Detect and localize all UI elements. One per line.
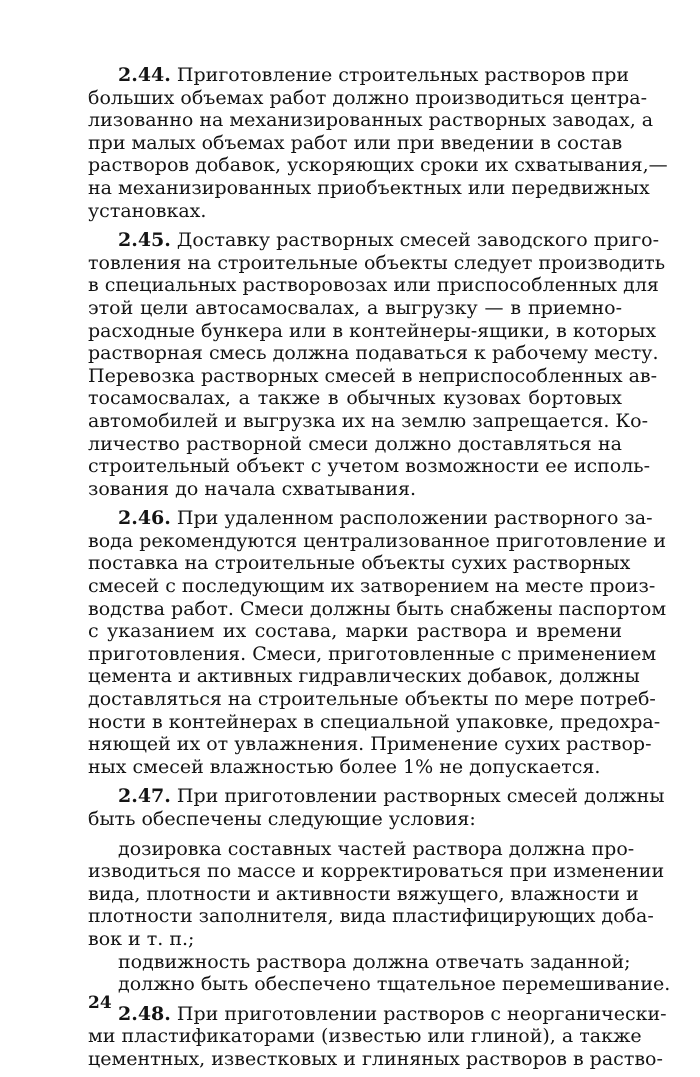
paragraph-2-47: [88, 785, 665, 830]
text-line: 2.47. При приготовлении растворных смесей должны: [118, 785, 665, 808]
text-line: автомобилей и выгрузка их на землю запрещается. Ко-: [88, 409, 648, 432]
text-line: зования до начала схватывания.: [88, 477, 417, 500]
text-line: товления на строительные объекты следует производить: [88, 251, 666, 274]
clause-number: 2.45.: [118, 229, 171, 252]
text-line: при малых объемах работ или при введении в состав: [88, 131, 623, 154]
text-line: ности в контейнерах в специальной упаковке, предохра-: [88, 710, 661, 733]
text-line: приготовления. Смеси, приготовленные с применением: [88, 642, 657, 665]
text-line: поставка на строительные объекты сухих растворных: [88, 552, 631, 575]
clause-number: 2.44.: [118, 64, 171, 86]
paragraph-2-45: [88, 229, 666, 500]
clause-number: 2.48.: [118, 1002, 171, 1025]
text-line: расходные бункера или в контейнеры-ящики, в которых: [88, 319, 657, 342]
text-line: доставляться на строительные объекты по мере потреб-: [88, 688, 656, 711]
text-line: вида, плотности и активности вяжущего, влажности и: [88, 882, 639, 905]
text-line: 2.44. Приготовление строительных растворов при: [118, 64, 630, 86]
text-line: 2.45. Доставку растворных смесей заводского приго-: [118, 229, 660, 252]
text-line: дозировка составных частей раствора должна про-: [118, 837, 635, 860]
text-line: вода рекомендуются централизованное приготовление и: [88, 529, 667, 552]
paragraph-2-48: [88, 1002, 667, 1071]
condition-mixing: [88, 973, 671, 996]
page-number: 24: [88, 993, 112, 1013]
text-line: с указанием их состава, марки раствора и времени: [88, 620, 622, 643]
text-line: этой цели автосамосвалах, а выгрузку — в приемно-: [88, 296, 622, 319]
text-line: 2.46. При удаленном расположении растворного за-: [118, 507, 653, 530]
text-line: быть обеспечены следующие условия:: [88, 808, 476, 830]
text-line: строительный объект с учетом возможности ее исполь-: [88, 455, 651, 478]
clause-number: 2.46.: [118, 507, 171, 530]
text-line: смесей с последующим их затворением на месте произ-: [88, 575, 656, 598]
body-text: [88, 64, 671, 1071]
clause-number: 2.47.: [118, 785, 171, 808]
text-line: цемента и активных гидравлических добавок, должны: [88, 665, 640, 688]
condition-dosing: [88, 837, 665, 951]
text-line: личество растворной смеси должно доставляться на: [88, 432, 622, 455]
text-line: вок и т. п.;: [88, 927, 195, 950]
text-line: тосамосвалах, а также в обычных кузовах бортовых: [88, 387, 622, 410]
text-line: в специальных растворовозах или приспособленных для: [88, 274, 659, 297]
text-line: установках.: [88, 199, 207, 222]
text-line: больших объемах работ должно производиться центра-: [88, 86, 648, 109]
text-line: на механизированных приобъектных или передвижных: [88, 176, 650, 199]
text-line: изводиться по массе и корректироваться при изменении: [88, 860, 665, 883]
text-line: плотности заполнителя, вида пластифицирующих доба-: [88, 905, 654, 928]
text-line: ми пластификаторами (известью или глиной), а также: [88, 1025, 642, 1048]
text-line: Перевозка растворных смесей в неприспособленных ав-: [88, 364, 658, 387]
paragraph-2-46: [88, 507, 667, 778]
text-line: подвижность раствора должна отвечать заданной;: [118, 950, 631, 973]
text-line: водства работ. Смеси должны быть снабжены паспортом: [88, 597, 667, 620]
text-line: 2.48. При приготовлении растворов с неорганически-: [118, 1002, 667, 1025]
condition-mobility: [88, 950, 631, 974]
text-line: няющей их от увлажнения. Применение сухих раствор-: [88, 733, 652, 756]
paragraph-2-44: [88, 64, 668, 222]
text-line: ных смесей влажностью более 1% не допускается.: [88, 755, 601, 778]
text-line: должно быть обеспечено тщательное перемешивание.: [118, 973, 671, 996]
text-line: растворная смесь должна подаваться к рабочему месту.: [88, 342, 659, 365]
text-line: лизованно на механизированных растворных заводах, а: [88, 109, 654, 132]
text-line: цементных, известковых и глиняных растворов в раство-: [88, 1047, 663, 1070]
text-line: растворов добавок, ускоряющих сроки их схватывания,—: [88, 154, 668, 177]
